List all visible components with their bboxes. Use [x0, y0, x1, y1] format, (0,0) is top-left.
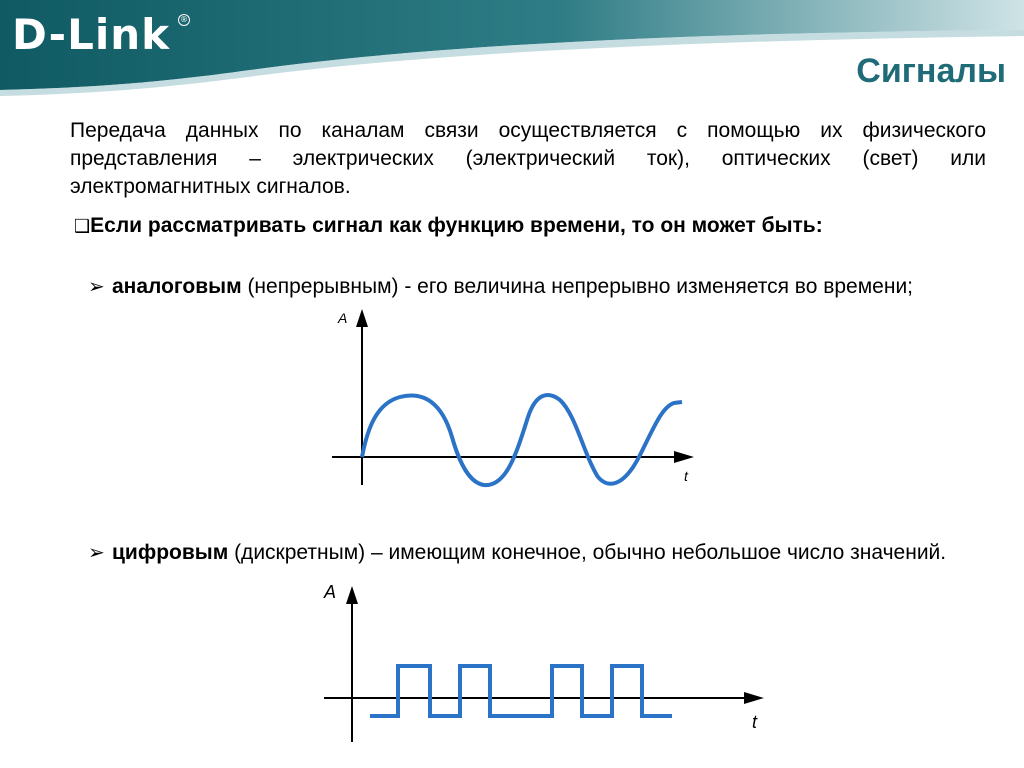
- registered-mark: ®: [180, 15, 188, 24]
- lead-statement: [74, 213, 986, 240]
- arrow-right-icon: ➢: [88, 276, 105, 298]
- analog-signal-curve: [362, 395, 682, 485]
- analog-y-label: A: [338, 310, 348, 326]
- digital-bullet: [112, 540, 986, 566]
- digital-y-arrow: [346, 586, 358, 604]
- digital-x-arrow: [744, 692, 764, 704]
- analog-term: аналоговым: [112, 275, 242, 298]
- analog-description: (непрерывным) - его величина непрерывно изменяется во времени;: [241, 275, 914, 298]
- analog-x-label: t: [684, 468, 688, 484]
- analog-signal-graph: [320, 305, 700, 495]
- analog-bullet: [112, 274, 986, 300]
- digital-signal-pulses: [370, 666, 672, 716]
- arrow-right-icon: ➢: [88, 542, 105, 564]
- digital-description: (дискретным) – имеющим конечное, обычно небольшое число значений.: [228, 541, 947, 564]
- analog-y-arrow: [356, 309, 368, 327]
- digital-signal-graph: [320, 582, 780, 752]
- d-link-logo: D-Link: [12, 10, 171, 59]
- slide-title: Сигналы: [856, 52, 1006, 90]
- intro-paragraph: Передача данных по каналам связи осуществляется с помощью их физического представления – электрических (электрический ток), оптических (свет) или электромагнитных сигналов.: [70, 119, 986, 198]
- digital-term: цифровым: [112, 541, 229, 564]
- digital-y-label: A: [324, 582, 337, 602]
- checkbox-square-icon: ❑: [74, 216, 91, 237]
- analog-x-arrow: [674, 451, 694, 463]
- lead-text: Если рассматривать сигнал как функцию времени, то он может быть:: [90, 214, 823, 237]
- digital-x-label: t: [752, 712, 758, 732]
